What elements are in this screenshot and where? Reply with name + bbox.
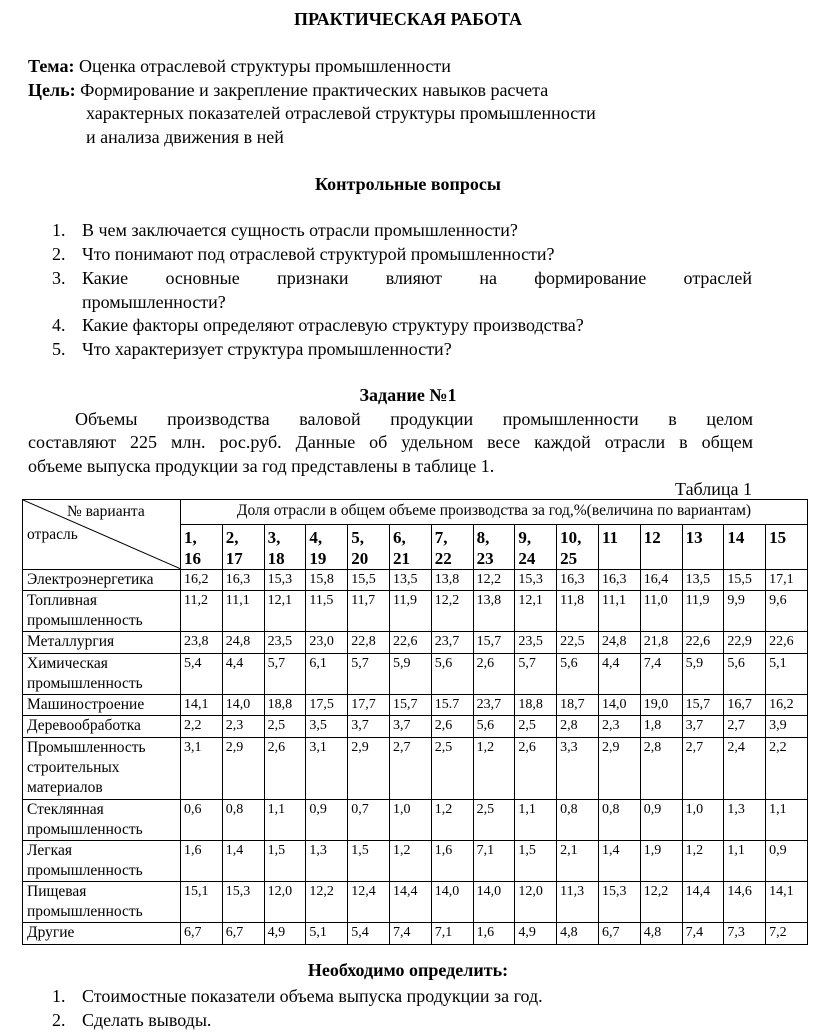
value-cell: 4,8 — [640, 923, 682, 945]
variant-number: 19 — [309, 549, 327, 568]
value-cell: 18,7 — [557, 695, 599, 716]
variant-header — [515, 525, 557, 570]
industry-name: промышленность — [27, 675, 143, 692]
value-cell: 0,8 — [222, 800, 264, 841]
determine-number: 2. — [52, 1010, 66, 1030]
value-cell: 11,3 — [557, 882, 599, 923]
value-cell: 2,3 — [222, 716, 264, 738]
value-cell: 12,0 — [264, 882, 306, 923]
industry-name: Легкая — [27, 842, 72, 859]
value-cell: 1,1 — [264, 800, 306, 841]
value-cell: 2,6 — [473, 654, 515, 695]
value-cell: 6,7 — [598, 923, 640, 945]
value-cell: 2,2 — [766, 738, 808, 800]
variant-number: 25 — [560, 549, 578, 568]
value-cell: 0,9 — [640, 800, 682, 841]
goal-line: характерных показателей отраслевой структуры промышленности — [86, 103, 596, 123]
value-cell: 18,8 — [264, 695, 306, 716]
corner-bottom-label: отрасль — [27, 526, 78, 543]
value-cell: 12,2 — [306, 882, 348, 923]
value-cell: 12,4 — [348, 882, 390, 923]
value-cell: 2,7 — [682, 738, 724, 800]
value-cell: 4,4 — [598, 654, 640, 695]
value-cell: 12,0 — [515, 882, 557, 923]
task-paragraph-line: Объемы производства валовой продукции промышленности в целом — [75, 409, 753, 429]
value-cell: 16,3 — [222, 570, 264, 591]
variant-header — [724, 525, 766, 570]
value-cell: 17,1 — [766, 570, 808, 591]
value-cell: 5,6 — [557, 654, 599, 695]
value-cell: 11,9 — [389, 591, 431, 632]
value-cell: 1,1 — [724, 841, 766, 882]
variant-number: 4, — [309, 528, 323, 547]
goal-label: Цель: — [28, 80, 76, 100]
industry-name-cell — [23, 570, 181, 591]
variant-number: 11 — [601, 528, 619, 547]
industry-name: Химическая — [27, 655, 108, 672]
question-item — [52, 338, 752, 362]
question-item — [52, 219, 752, 243]
determine-heading — [0, 959, 816, 983]
industry-name-cell — [23, 632, 181, 654]
industry-name: Деревообработка — [27, 717, 141, 734]
value-cell: 3,7 — [682, 716, 724, 738]
value-cell: 2,6 — [431, 716, 473, 738]
industry-name-cell — [23, 882, 181, 923]
value-cell: 14,6 — [724, 882, 766, 923]
variant-header — [264, 525, 306, 570]
value-cell: 7,3 — [724, 923, 766, 945]
value-cell: 12,2 — [431, 591, 473, 632]
topic — [28, 55, 451, 79]
variant-number: 3, — [267, 528, 281, 547]
value-cell: 1,5 — [515, 841, 557, 882]
variant-number: 15 — [769, 528, 787, 547]
industry-name: Стеклянная — [27, 801, 104, 818]
industry-name: промышленность — [27, 903, 143, 920]
question-item — [52, 314, 752, 338]
value-cell: 23,0 — [306, 632, 348, 654]
variant-number: 13 — [685, 528, 703, 547]
value-cell: 0,6 — [181, 800, 223, 841]
variant-number: 17 — [225, 549, 243, 568]
value-cell: 3,9 — [766, 716, 808, 738]
value-cell: 1,3 — [724, 800, 766, 841]
value-cell: 16,7 — [724, 695, 766, 716]
industry-name: Машиностроение — [27, 696, 145, 713]
value-cell: 1,4 — [222, 841, 264, 882]
value-cell: 11,0 — [640, 591, 682, 632]
heading-text: Задание №1 — [359, 385, 457, 405]
variant-number: 21 — [392, 549, 410, 568]
table-row — [23, 882, 808, 923]
value-cell: 6,7 — [222, 923, 264, 945]
value-cell: 3,3 — [557, 738, 599, 800]
corner-top-label: № варианта — [67, 503, 145, 520]
variant-header — [598, 525, 640, 570]
value-cell: 22,6 — [682, 632, 724, 654]
question-number: 2. — [52, 244, 66, 264]
question-number: 3. — [52, 268, 66, 288]
question-text: Какие факторы определяют отраслевую структуру производства? — [82, 315, 584, 335]
industry-name-cell — [23, 695, 181, 716]
variant-number: 22 — [434, 549, 452, 568]
value-cell: 4,9 — [264, 923, 306, 945]
industry-name-cell — [23, 800, 181, 841]
value-cell: 21,8 — [640, 632, 682, 654]
value-cell: 23,8 — [181, 632, 223, 654]
value-cell: 5,4 — [348, 923, 390, 945]
value-cell: 1,1 — [515, 800, 557, 841]
determine-text: Сделать выводы. — [82, 1010, 212, 1030]
value-cell: 12,2 — [640, 882, 682, 923]
value-cell: 14,1 — [181, 695, 223, 716]
value-cell: 12,1 — [264, 591, 306, 632]
value-cell: 11,5 — [306, 591, 348, 632]
variant-number: 24 — [518, 549, 536, 568]
value-cell: 7,4 — [682, 923, 724, 945]
value-cell: 2,5 — [515, 716, 557, 738]
variant-number: 18 — [267, 549, 285, 568]
value-cell: 14,0 — [222, 695, 264, 716]
value-cell: 15,1 — [181, 882, 223, 923]
value-cell: 22,5 — [557, 632, 599, 654]
value-cell: 1,5 — [264, 841, 306, 882]
value-cell: 14,0 — [473, 882, 515, 923]
variant-number: 2, — [225, 528, 239, 547]
value-cell: 1,2 — [431, 800, 473, 841]
group-header: Доля отрасли в общем объеме производства за год,%(величина по вариантам) — [181, 500, 808, 525]
value-cell: 0,7 — [348, 800, 390, 841]
value-cell: 3,1 — [306, 738, 348, 800]
value-cell: 15,7 — [389, 695, 431, 716]
value-cell: 24,8 — [598, 632, 640, 654]
variant-header — [557, 525, 599, 570]
table-row — [23, 632, 808, 654]
value-cell: 4,8 — [557, 923, 599, 945]
value-cell: 2,6 — [515, 738, 557, 800]
variant-header — [306, 525, 348, 570]
value-cell: 9,6 — [766, 591, 808, 632]
industry-name-cell — [23, 716, 181, 738]
variant-number: 10, — [560, 528, 582, 547]
variant-header — [348, 525, 390, 570]
determine-item — [52, 1009, 211, 1033]
value-cell: 3,7 — [348, 716, 390, 738]
industry-name: Другие — [27, 924, 75, 941]
value-cell: 2,5 — [473, 800, 515, 841]
value-cell: 1,0 — [389, 800, 431, 841]
variant-header — [181, 525, 223, 570]
value-cell: 1,6 — [473, 923, 515, 945]
value-cell: 23,5 — [264, 632, 306, 654]
variant-header — [389, 525, 431, 570]
variant-number: 14 — [727, 528, 745, 547]
variant-header — [766, 525, 808, 570]
value-cell: 11,8 — [557, 591, 599, 632]
value-cell: 15,7 — [682, 695, 724, 716]
industry-name-cell — [23, 654, 181, 695]
value-cell: 5,6 — [431, 654, 473, 695]
table-row — [23, 654, 808, 695]
heading-text: Контрольные вопросы — [315, 174, 501, 194]
value-cell: 2,9 — [598, 738, 640, 800]
value-cell: 15,5 — [724, 570, 766, 591]
value-cell: 22,6 — [389, 632, 431, 654]
variant-header — [682, 525, 724, 570]
industry-name: промышленность — [27, 862, 143, 879]
value-cell: 16,3 — [557, 570, 599, 591]
value-cell: 14,0 — [431, 882, 473, 923]
value-cell: 5,6 — [473, 716, 515, 738]
question-number: 1. — [52, 220, 66, 240]
variant-header — [222, 525, 264, 570]
variant-header — [640, 525, 682, 570]
variant-number: 16 — [184, 549, 201, 568]
variant-number: 12 — [643, 528, 661, 547]
value-cell: 16,4 — [640, 570, 682, 591]
variant-number: 8, — [476, 528, 490, 547]
value-cell: 15,7 — [473, 632, 515, 654]
value-cell: 11,1 — [222, 591, 264, 632]
value-cell: 13,8 — [473, 591, 515, 632]
table-row — [23, 716, 808, 738]
value-cell: 15.7 — [431, 695, 473, 716]
industry-name-cell — [23, 841, 181, 882]
variant-number: 1, — [184, 528, 197, 547]
value-cell: 1,4 — [598, 841, 640, 882]
value-cell: 22,9 — [724, 632, 766, 654]
value-cell: 12,2 — [473, 570, 515, 591]
table-row — [23, 923, 808, 945]
value-cell: 5,7 — [264, 654, 306, 695]
value-cell: 23,5 — [515, 632, 557, 654]
goal — [28, 79, 548, 103]
value-cell: 1,3 — [306, 841, 348, 882]
industry-name-cell — [23, 923, 181, 945]
value-cell: 1,1 — [766, 800, 808, 841]
value-cell: 0,8 — [557, 800, 599, 841]
goal-line: и анализа движения в ней — [86, 127, 284, 147]
value-cell: 1,9 — [640, 841, 682, 882]
value-cell: 13,5 — [389, 570, 431, 591]
value-cell: 15,3 — [264, 570, 306, 591]
value-cell: 0,9 — [306, 800, 348, 841]
industry-name-cell — [23, 591, 181, 632]
variant-number: 6, — [392, 528, 406, 547]
variant-header — [431, 525, 473, 570]
determine-number: 1. — [52, 986, 66, 1006]
table-caption: Таблица 1 — [675, 479, 752, 499]
industry-name: Топливная — [27, 592, 97, 609]
value-cell: 17,5 — [306, 695, 348, 716]
determine-item — [52, 985, 543, 1009]
value-cell: 9,9 — [724, 591, 766, 632]
value-cell: 16,2 — [766, 695, 808, 716]
task-paragraph-line: составляют 225 млн. рос.руб. Данные об удельном весе каждой отрасли в общем — [28, 432, 753, 452]
value-cell: 5,6 — [724, 654, 766, 695]
value-cell: 5,1 — [306, 923, 348, 945]
value-cell: 1,8 — [640, 716, 682, 738]
question-number: 4. — [52, 315, 66, 335]
data-table — [22, 499, 808, 945]
value-cell: 2,4 — [724, 738, 766, 800]
value-cell: 15,3 — [222, 882, 264, 923]
value-cell: 22,8 — [348, 632, 390, 654]
industry-name: материалов — [27, 779, 103, 796]
question-number: 5. — [52, 339, 66, 359]
title-text: ПРАКТИЧЕСКАЯ РАБОТА — [293, 9, 523, 29]
value-cell: 2,2 — [181, 716, 223, 738]
value-cell: 2,9 — [222, 738, 264, 800]
value-cell: 7,1 — [431, 923, 473, 945]
control-questions-heading — [0, 173, 816, 197]
value-cell: 1,2 — [389, 841, 431, 882]
value-cell: 11,9 — [682, 591, 724, 632]
value-cell: 15,3 — [598, 882, 640, 923]
value-cell: 0,9 — [766, 841, 808, 882]
table-row — [23, 738, 808, 800]
task-paragraph-line: объеме выпуска продукции за год представлены в таблице 1. — [28, 456, 495, 476]
topic-label: Тема: — [28, 56, 75, 76]
value-cell: 22,6 — [766, 632, 808, 654]
value-cell: 11,2 — [181, 591, 223, 632]
value-cell: 1,2 — [473, 738, 515, 800]
variant-number: 9, — [518, 528, 532, 547]
value-cell: 2,9 — [348, 738, 390, 800]
value-cell: 2,8 — [640, 738, 682, 800]
value-cell: 3,7 — [389, 716, 431, 738]
question-item — [52, 243, 752, 267]
value-cell: 7,2 — [766, 923, 808, 945]
value-cell: 1,5 — [348, 841, 390, 882]
determine-text: Стоимостные показатели объема выпуска продукции за год. — [82, 986, 543, 1006]
value-cell: 5,1 — [766, 654, 808, 695]
value-cell: 11,7 — [348, 591, 390, 632]
value-cell: 2,5 — [431, 738, 473, 800]
value-cell: 5,4 — [181, 654, 223, 695]
value-cell: 6,7 — [181, 923, 223, 945]
table-row — [23, 591, 808, 632]
value-cell: 5,9 — [389, 654, 431, 695]
variant-number: 5, — [351, 528, 364, 547]
value-cell: 17,7 — [348, 695, 390, 716]
question-text: Что характеризует структура промышленности? — [82, 339, 452, 359]
industry-name: Металлургия — [27, 633, 115, 650]
value-cell: 15,3 — [515, 570, 557, 591]
variant-number: 7, — [434, 528, 448, 547]
value-cell: 0,8 — [598, 800, 640, 841]
topic-text: Оценка отраслевой структуры промышленности — [78, 56, 451, 76]
table-row — [23, 570, 808, 591]
value-cell: 4,4 — [222, 654, 264, 695]
value-cell: 19,0 — [640, 695, 682, 716]
industry-name: Пищевая — [27, 883, 87, 900]
table-row — [23, 841, 808, 882]
variant-number: 20 — [351, 549, 369, 568]
heading-text: Необходимо определить: — [307, 960, 509, 980]
value-cell: 23,7 — [473, 695, 515, 716]
value-cell: 18,8 — [515, 695, 557, 716]
value-cell: 2,7 — [389, 738, 431, 800]
value-cell: 1,0 — [682, 800, 724, 841]
value-cell: 16,2 — [181, 570, 223, 591]
value-cell: 2,6 — [264, 738, 306, 800]
value-cell: 4,9 — [515, 923, 557, 945]
value-cell: 3,5 — [306, 716, 348, 738]
value-cell: 2,8 — [557, 716, 599, 738]
table-row — [23, 800, 808, 841]
value-cell: 13,8 — [431, 570, 473, 591]
value-cell: 1,6 — [181, 841, 223, 882]
industry-name: Промышленность — [27, 739, 146, 756]
value-cell: 14,1 — [766, 882, 808, 923]
value-cell: 12,1 — [515, 591, 557, 632]
value-cell: 1,6 — [431, 841, 473, 882]
industry-name: промышленность — [27, 612, 143, 629]
question-text-cont: промышленности? — [82, 291, 226, 312]
value-cell: 15,5 — [348, 570, 390, 591]
value-cell: 2,7 — [724, 716, 766, 738]
value-cell: 3,1 — [181, 738, 223, 800]
industry-name: промышленность — [27, 821, 143, 838]
value-cell: 11,1 — [598, 591, 640, 632]
value-cell: 13,5 — [682, 570, 724, 591]
value-cell: 15,8 — [306, 570, 348, 591]
industry-name: строительных — [27, 759, 120, 776]
question-text: В чем заключается сущность отрасли промышленности? — [82, 220, 518, 240]
variant-header — [473, 525, 515, 570]
value-cell: 5,9 — [682, 654, 724, 695]
variant-number: 23 — [476, 549, 494, 568]
table-header-row — [23, 500, 808, 525]
value-cell: 7,4 — [640, 654, 682, 695]
corner-header-cell — [23, 500, 181, 570]
task-heading — [0, 384, 816, 408]
goal-line: Формирование и закрепление практических навыков расчета — [80, 80, 549, 100]
question-text: Какие основные признаки влияют на формирование отраслей — [82, 268, 752, 288]
value-cell: 1,2 — [682, 841, 724, 882]
value-cell: 24,8 — [222, 632, 264, 654]
table-row — [23, 695, 808, 716]
value-cell: 14,4 — [682, 882, 724, 923]
value-cell: 16,3 — [598, 570, 640, 591]
value-cell: 2,1 — [557, 841, 599, 882]
value-cell: 14,0 — [598, 695, 640, 716]
value-cell: 7,4 — [389, 923, 431, 945]
value-cell: 5,7 — [348, 654, 390, 695]
value-cell: 5,7 — [515, 654, 557, 695]
page-title — [0, 8, 816, 32]
question-item — [52, 267, 752, 291]
value-cell: 14,4 — [389, 882, 431, 923]
value-cell: 23,7 — [431, 632, 473, 654]
value-cell: 2,5 — [264, 716, 306, 738]
question-text: Что понимают под отраслевой структурой промышленности? — [82, 244, 555, 264]
industry-name: Электроэнергетика — [27, 571, 154, 588]
value-cell: 6,1 — [306, 654, 348, 695]
value-cell: 2,3 — [598, 716, 640, 738]
industry-name-cell — [23, 738, 181, 800]
value-cell: 7,1 — [473, 841, 515, 882]
